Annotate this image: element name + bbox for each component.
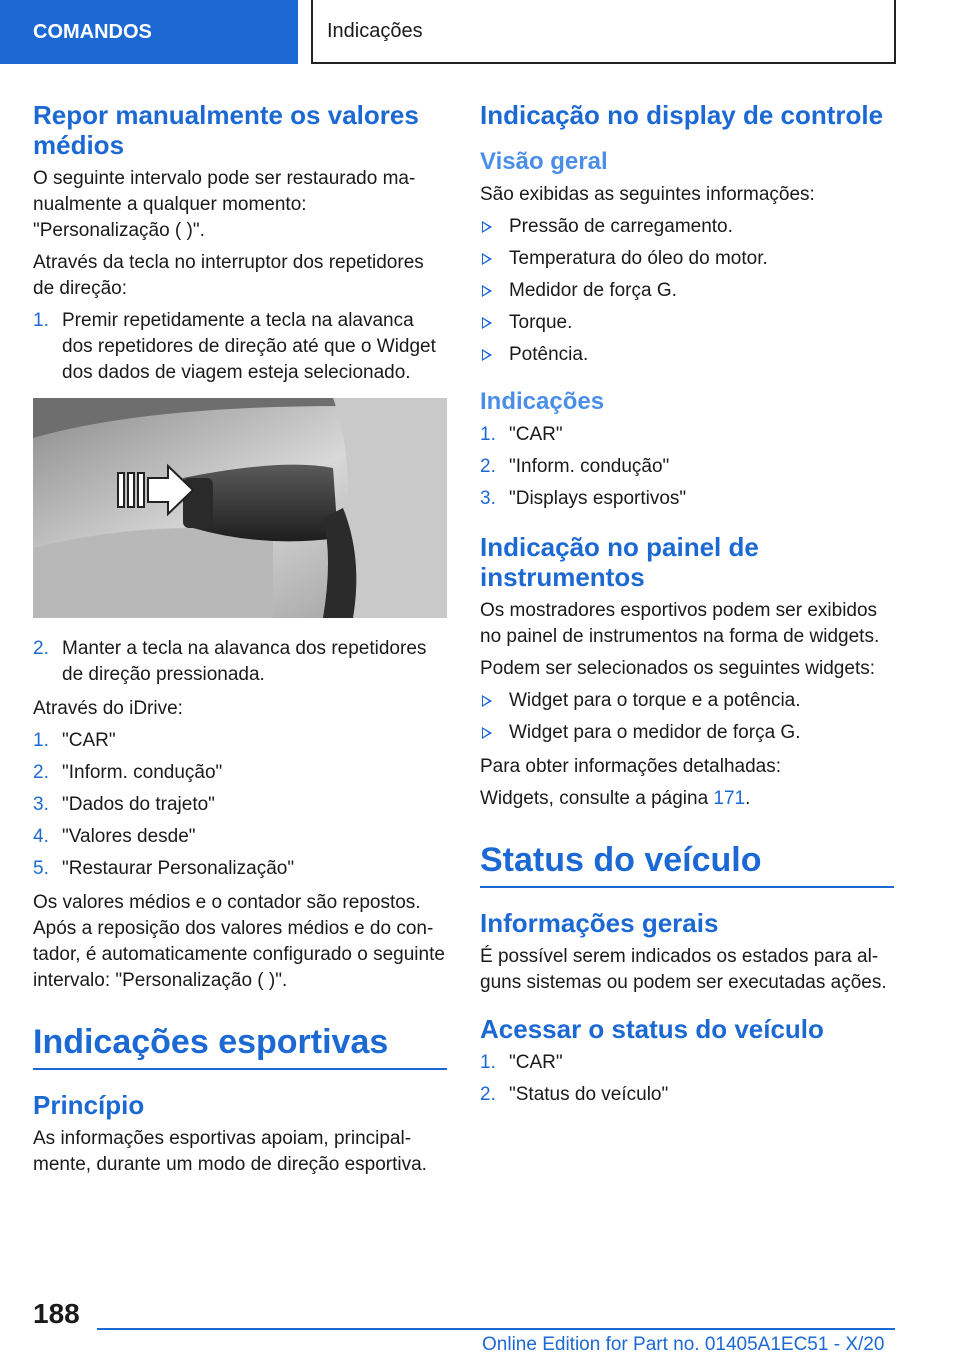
heading-general-info: Informações gerais: [480, 908, 719, 938]
right-column: [480, 100, 894, 1116]
step-text: "CAR": [509, 424, 563, 445]
bullet-triangle-icon: [482, 285, 492, 297]
step-number: 2.: [480, 1084, 496, 1105]
step-text: "Status do veículo": [509, 1084, 669, 1105]
heading-access-status: Acessar o status do veículo: [480, 1014, 824, 1044]
list-item: [480, 342, 894, 368]
list-item: [33, 760, 447, 786]
bullet-triangle-icon: [482, 695, 492, 707]
paragraph-idrive: Através do iDrive:: [33, 698, 183, 719]
step-text: Manter a tecla na alavanca dos repetidores de direção pressionada.: [62, 638, 427, 685]
list-item: [480, 278, 894, 304]
paragraph-overview: São exibidas as seguintes informações:: [480, 184, 815, 205]
item-text: Torque.: [509, 312, 573, 333]
step-number: 3.: [480, 488, 496, 509]
bullet-triangle-icon: [482, 317, 492, 329]
paragraph-reset-done: Os valores médios e o contador são repostos. Após a reposição dos valores médios e do contador, é automaticamente configurado o seguinte intervalo: "Personalização ( )".: [33, 892, 445, 991]
bullet-triangle-icon: [482, 253, 492, 265]
list-item: [33, 792, 447, 818]
list-item: [33, 856, 447, 882]
list-item: [480, 310, 894, 336]
paragraph-turn-signal-key: Através da tecla no interruptor dos repetidores de direção:: [33, 252, 424, 299]
section-title: COMANDOS: [33, 20, 152, 43]
item-text: Potência.: [509, 344, 589, 365]
heading-overview: Visão geral: [480, 148, 608, 175]
list-item: [480, 454, 894, 480]
list-item: [480, 688, 894, 714]
step-number: 4.: [33, 826, 49, 847]
item-text: Medidor de força G.: [509, 280, 677, 301]
steps-list-a: [33, 308, 447, 386]
footer-edition: Online Edition for Part no. 01405A1EC51 - X/20: [482, 1334, 885, 1355]
list-item: [480, 214, 894, 240]
step-text: "Restaurar Personalização": [62, 858, 295, 879]
list-item: [33, 824, 447, 850]
paragraph-principle: As informações esportivas apoiam, principalmente, durante um modo de direção esportiva.: [33, 1128, 427, 1175]
reference-text: Widgets, consulte a página: [480, 788, 714, 809]
footer-divider: [97, 1328, 895, 1330]
item-text: Temperatura do óleo do motor.: [509, 248, 768, 269]
access-steps-list: [480, 1050, 894, 1108]
step-number: 2.: [33, 762, 49, 783]
item-text: Widget para o medidor de força G.: [509, 722, 801, 743]
step-text: "CAR": [509, 1052, 563, 1073]
turn-signal-lever-illustration: [33, 398, 447, 618]
list-item: [33, 636, 447, 688]
heading-instrument-cluster: Indicação no painel de instrumentos: [480, 532, 759, 592]
heading-control-display: Indicação no display de controle: [480, 100, 884, 130]
step-text: "Displays esportivos": [509, 488, 687, 509]
paragraph-general: É possível serem indicados os estados para alguns sistemas ou podem ser executadas ações.: [480, 946, 887, 993]
step-text: "Valores desde": [62, 826, 196, 847]
step-number: 5.: [33, 858, 49, 879]
idrive-steps-list: [33, 728, 447, 882]
left-column: [33, 100, 447, 1184]
list-item: [480, 1050, 894, 1076]
chapter-title: Indicações: [327, 19, 423, 42]
list-item: [480, 486, 894, 512]
chapter-tab: [311, 0, 896, 64]
heading-sport-indications: Indicações esportivas: [33, 1022, 447, 1070]
step-number: 2.: [33, 638, 49, 659]
paragraph-cluster: Os mostradores esportivos podem ser exibidos no painel de instrumentos na forma de widgets.: [480, 600, 880, 647]
page-reference-link[interactable]: 171: [713, 788, 746, 809]
list-item: [480, 246, 894, 272]
heading-indications: Indicações: [480, 388, 605, 415]
item-text: Pressão de carregamento.: [509, 216, 733, 237]
list-item: [480, 422, 894, 448]
step-number: 1.: [480, 424, 496, 445]
paragraph-details: Para obter informações detalhadas:: [480, 756, 782, 777]
bullet-triangle-icon: [482, 349, 492, 361]
step-text: "CAR": [62, 730, 116, 751]
indications-steps-list: [480, 422, 894, 512]
paragraph-reset: O seguinte intervalo pode ser restaurado manualmente a qualquer momento: "Personalização ( )".: [33, 168, 416, 241]
item-text: Widget para o torque e a potência.: [509, 690, 801, 711]
heading-vehicle-status: Status do veículo: [480, 840, 894, 888]
list-item: [33, 308, 447, 386]
steps-list-b: [33, 636, 447, 688]
step-number: 3.: [33, 794, 49, 815]
step-text: "Inform. condução": [62, 762, 223, 783]
heading-reset-averages: Repor manualmente os valores médios: [33, 100, 419, 160]
page-number: 188: [33, 1298, 80, 1329]
reference-end: .: [745, 788, 751, 809]
heading-principle: Princípio: [33, 1090, 145, 1120]
list-item: [480, 1082, 894, 1108]
step-text: Premir repetidamente a tecla na alavanca dos repetidores de direção até que o Widget dos dados de viagem esteja selecionado.: [62, 310, 436, 383]
bullet-triangle-icon: [482, 221, 492, 233]
step-number: 1.: [33, 310, 49, 331]
step-number: 2.: [480, 456, 496, 477]
step-number: 1.: [33, 730, 49, 751]
list-item: [480, 720, 894, 746]
section-tab: [0, 0, 298, 64]
paragraph-reference: [480, 786, 894, 812]
widget-list: [480, 688, 894, 746]
overview-list: [480, 214, 894, 368]
step-text: "Dados do trajeto": [62, 794, 215, 815]
step-text: "Inform. condução": [509, 456, 670, 477]
bullet-triangle-icon: [482, 727, 492, 739]
step-number: 1.: [480, 1052, 496, 1073]
list-item: [33, 728, 447, 754]
paragraph-widgets: Podem ser selecionados os seguintes widgets:: [480, 658, 876, 679]
